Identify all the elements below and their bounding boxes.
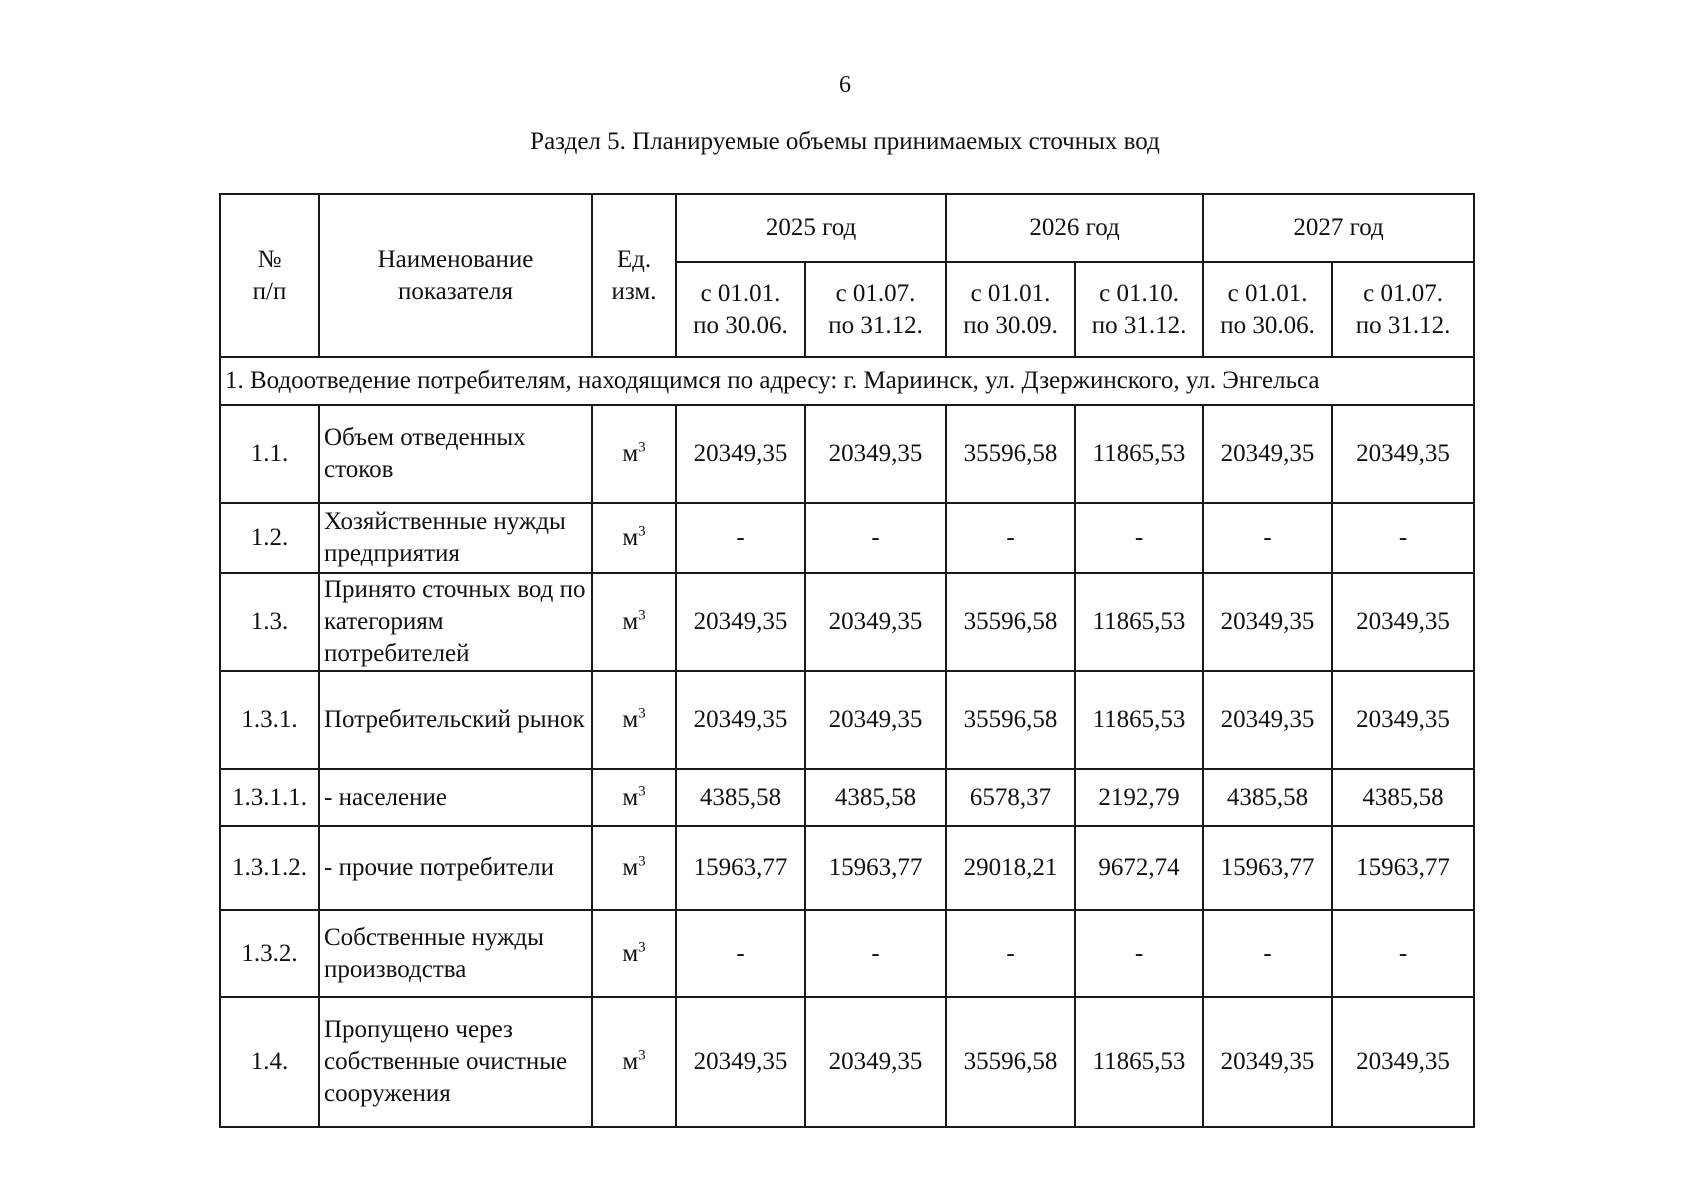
row-value: 11865,53: [1075, 405, 1203, 503]
section-header: 1. Водоотведение потребителям, находящимся по адресу: г. Мариинск, ул. Дзержинского, ул. Энгельса: [220, 357, 1474, 405]
header-period: с 01.01. по 30.09.: [946, 262, 1075, 357]
row-indicator-name: Хозяйственные нужды предприятия: [319, 503, 592, 573]
table-row: [220, 997, 1474, 1127]
row-indicator-name: Потребительский рынок: [319, 671, 592, 769]
table-row: [220, 573, 1474, 671]
section-header-row: [220, 357, 1474, 405]
row-value: 20349,35: [676, 671, 805, 769]
row-value: 20349,35: [1332, 671, 1474, 769]
row-value: 20349,35: [676, 573, 805, 671]
header-period: с 01.10. по 31.12.: [1075, 262, 1203, 357]
row-value: 15963,77: [676, 826, 805, 910]
row-unit: $м^3$: [592, 997, 676, 1127]
water-volume-table: [219, 193, 1475, 1128]
row-value: 15963,77: [1332, 826, 1474, 910]
row-indicator-name: Собственные нужды производства: [319, 910, 592, 997]
page-number: 6: [839, 72, 851, 98]
header-year: 2027 год: [1203, 194, 1474, 262]
row-value: 20349,35: [805, 997, 946, 1127]
row-value: 15963,77: [805, 826, 946, 910]
row-number: 1.4.: [220, 997, 319, 1127]
row-value: 20349,35: [1203, 573, 1332, 671]
header-number: № п/п: [220, 194, 319, 357]
row-value: 20349,35: [1332, 997, 1474, 1127]
row-value: 29018,21: [946, 826, 1075, 910]
row-number: 1.3.1.2.: [220, 826, 319, 910]
row-value: 4385,58: [1332, 769, 1474, 826]
row-number: 1.3.: [220, 573, 319, 671]
table-row: [220, 405, 1474, 503]
section-title: Раздел 5. Планируемые объемы принимаемых сточных вод: [530, 128, 1160, 155]
row-value: -: [805, 910, 946, 997]
row-number: 1.3.1.1.: [220, 769, 319, 826]
row-unit: $м^3$: [592, 503, 676, 573]
row-value: -: [946, 910, 1075, 997]
row-indicator-name: Объем отведенных стоков: [319, 405, 592, 503]
table-row: [220, 910, 1474, 997]
row-indicator-name: - прочие потребители: [319, 826, 592, 910]
row-value: 6578,37: [946, 769, 1075, 826]
row-value: -: [676, 503, 805, 573]
row-value: 4385,58: [805, 769, 946, 826]
row-value: 20349,35: [676, 405, 805, 503]
table-row: [220, 826, 1474, 910]
row-value: -: [1203, 910, 1332, 997]
row-unit: $м^3$: [592, 405, 676, 503]
table-row: [220, 671, 1474, 769]
row-unit: $м^3$: [592, 910, 676, 997]
header-period: с 01.07. по 31.12.: [1332, 262, 1474, 357]
row-value: 35596,58: [946, 671, 1075, 769]
row-value: 11865,53: [1075, 997, 1203, 1127]
row-value: 20349,35: [1332, 405, 1474, 503]
row-number: 1.2.: [220, 503, 319, 573]
table-row: [220, 769, 1474, 826]
row-value: 11865,53: [1075, 573, 1203, 671]
header-year: 2026 год: [946, 194, 1203, 262]
row-value: 20349,35: [805, 573, 946, 671]
row-value: 35596,58: [946, 573, 1075, 671]
row-value: 20349,35: [1203, 405, 1332, 503]
row-value: 9672,74: [1075, 826, 1203, 910]
row-value: 20349,35: [1203, 997, 1332, 1127]
row-value: 15963,77: [1203, 826, 1332, 910]
row-value: 35596,58: [946, 997, 1075, 1127]
row-value: 20349,35: [676, 997, 805, 1127]
header-period: с 01.07. по 31.12.: [805, 262, 946, 357]
row-indicator-name: - население: [319, 769, 592, 826]
row-value: 20349,35: [805, 405, 946, 503]
row-value: 11865,53: [1075, 671, 1203, 769]
row-value: -: [1332, 503, 1474, 573]
table-row: [220, 503, 1474, 573]
row-value: 20349,35: [805, 671, 946, 769]
row-value: 35596,58: [946, 405, 1075, 503]
row-value: 2192,79: [1075, 769, 1203, 826]
header-period: с 01.01. по 30.06.: [1203, 262, 1332, 357]
header-indicator-name: Наименование показателя: [319, 194, 592, 357]
row-value: -: [805, 503, 946, 573]
row-unit: $м^3$: [592, 671, 676, 769]
row-value: -: [676, 910, 805, 997]
row-number: 1.3.2.: [220, 910, 319, 997]
row-indicator-name: Пропущено через собственные очистные сооружения: [319, 997, 592, 1127]
row-number: 1.1.: [220, 405, 319, 503]
header-period: с 01.01. по 30.06.: [676, 262, 805, 357]
row-value: -: [1203, 503, 1332, 573]
header-year: 2025 год: [676, 194, 946, 262]
row-value: -: [1075, 910, 1203, 997]
table-header: [220, 194, 1474, 357]
row-indicator-name: Принято сточных вод по категориям потребителей: [319, 573, 592, 671]
row-unit: $м^3$: [592, 573, 676, 671]
row-value: 4385,58: [676, 769, 805, 826]
header-unit: Ед. изм.: [592, 194, 676, 357]
row-unit: $м^3$: [592, 826, 676, 910]
row-value: 20349,35: [1332, 573, 1474, 671]
row-value: 4385,58: [1203, 769, 1332, 826]
row-value: -: [946, 503, 1075, 573]
row-value: 20349,35: [1203, 671, 1332, 769]
row-unit: $м^3$: [592, 769, 676, 826]
row-value: -: [1332, 910, 1474, 997]
row-value: -: [1075, 503, 1203, 573]
row-number: 1.3.1.: [220, 671, 319, 769]
